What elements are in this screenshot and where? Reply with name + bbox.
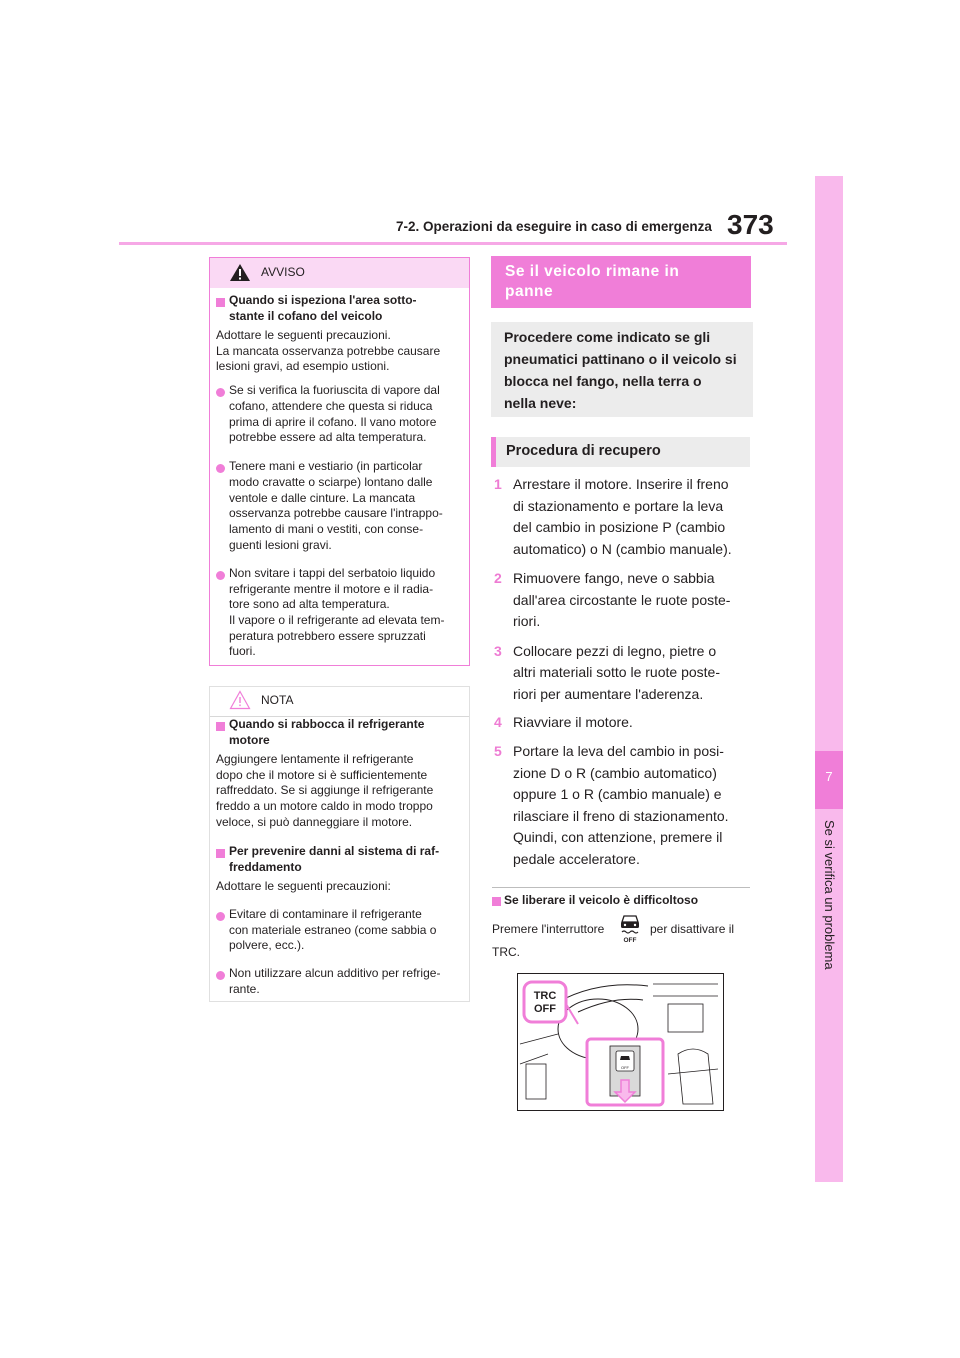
dashboard-drawing (518, 974, 723, 1110)
warning-bullet-line: Tenere mani e vestiario (in particolar (229, 459, 423, 473)
procedure-heading-text: Procedura di recupero (506, 443, 661, 459)
step-number: 3 (494, 643, 502, 659)
step-line: Collocare pezzi di legno, pietre o (513, 643, 717, 659)
warning-heading-line: Quando si ispeziona l'area sotto- (229, 293, 417, 307)
round-bullet-icon (216, 388, 225, 397)
warning-intro-line: Adottare le seguenti precauzioni. (216, 328, 391, 342)
warning-bullet-line: prima di aprire il cofano. Il vano motore (229, 415, 437, 429)
warning-title: AVVISO (261, 265, 305, 279)
note-bullet-line: Non utilizzare alcun additivo per refrige- (229, 966, 441, 980)
step-number: 1 (494, 476, 502, 492)
step-line: altri materiali sotto le ruote poste- (513, 664, 720, 680)
svg-text:OFF: OFF (621, 1065, 629, 1070)
step-line: riori. (513, 613, 541, 629)
warning-bullet-line: Il vapore o il refrigerante ad elevata tem- (229, 613, 445, 627)
note-bullet-line: rante. (229, 982, 260, 996)
note-bullet-line: Evitare di contaminare il refrigerante (229, 907, 422, 921)
warning-intro-line: La mancata osservanza potrebbe causare (216, 344, 441, 358)
note-paragraph-line: freddo a un motore caldo in modo troppo (216, 799, 433, 813)
section-heading-line: panne (505, 283, 554, 300)
chapter-number-tab (815, 751, 843, 809)
warning-bullet-line: peratura potrebbero essere spruzzati (229, 629, 426, 643)
warning-bullet-line: modo cravatte o sciarpe) lontano dalle (229, 475, 433, 489)
round-bullet-icon (216, 464, 225, 473)
step-line: zione D o R (cambio automatico) (513, 765, 717, 781)
tip-heading: Se liberare il veicolo è difficoltoso (504, 893, 699, 907)
intro-box (491, 322, 753, 417)
step-number: 2 (494, 570, 502, 586)
switch-off-label: OFF (623, 937, 637, 943)
step-line: dall'area circostante le ruote poste- (513, 592, 731, 608)
indicator-text-trc: TRC (533, 990, 557, 1002)
warning-bullet-line: osservanza potrebbe causare l'intrappo- (229, 506, 443, 520)
section-heading-line: Se il veicolo rimane in (505, 263, 680, 280)
step-line: Quindi, con attenzione, premere il (513, 829, 723, 845)
tip-text: Premere l'interruttore (492, 922, 605, 936)
warning-bullet-line: refrigerante mentre il motore e il radia- (229, 582, 434, 596)
step-line: oppure 1 o R (cambio manuale) e (513, 786, 722, 802)
warning-bullet-line: ventole e dalle cinture. La mancata (229, 491, 416, 505)
header-rule (119, 242, 787, 245)
chapter-side-tab (815, 176, 843, 1182)
square-bullet-icon (216, 298, 225, 307)
note-bullet-line: polvere, ecc.). (229, 938, 305, 952)
note-paragraph-line: Adottare le seguenti precauzioni: (216, 879, 391, 893)
chapter-number: 7 (825, 769, 833, 784)
intro-line: nella neve: (504, 395, 577, 411)
tip-text: per disattivare il (650, 922, 735, 936)
note-paragraph-line: dopo che il motore si è sufficientemente (216, 768, 428, 782)
dashboard-illustration (517, 973, 724, 1111)
warning-bullet-line: tore sono ad alta temperatura. (229, 597, 390, 611)
warning-bullet-line: potrebbe essere ad alta temperatura. (229, 430, 427, 444)
section-title: 7-2. Operazioni da eseguire in caso di emergenza (396, 219, 712, 234)
warning-bullet-line: Se si verifica la fuoriuscita di vapore dal (229, 383, 440, 397)
warning-bullet-line: fuori. (229, 644, 256, 658)
warning-header (210, 258, 469, 288)
note-bullet-line: con materiale estraneo (come sabbia o (229, 923, 437, 937)
step-number: 5 (494, 743, 502, 759)
section-heading (491, 256, 751, 308)
step-line: automatico) o N (cambio manuale). (513, 541, 732, 557)
note-heading-line: Per prevenire danni al sistema di raf- (229, 844, 440, 858)
note-header (210, 687, 469, 717)
square-bullet-icon (492, 897, 501, 906)
step-line: riori per aumentare l'aderenza. (513, 686, 704, 702)
warning-bullet-line: guenti lesioni gravi. (229, 538, 332, 552)
round-bullet-icon (216, 912, 225, 921)
step-line: di stazionamento e portare la leva (513, 498, 724, 514)
note-paragraph-line: raffreddato. Se si aggiunge il refrigerante (216, 783, 434, 797)
square-bullet-icon (216, 722, 225, 731)
warning-heading-line: stante il cofano del veicolo (229, 309, 383, 323)
divider (492, 887, 750, 888)
intro-line: blocca nel fango, nella terra o (504, 373, 702, 389)
note-title: NOTA (261, 693, 294, 707)
step-line: Portare la leva del cambio in posi- (513, 743, 724, 759)
note-heading-line: freddamento (229, 860, 302, 874)
warning-bullet-line: cofano, attendere che questa si riduca (229, 399, 433, 413)
step-line: Arrestare il motore. Inserire il freno (513, 476, 729, 492)
round-bullet-icon (216, 971, 225, 980)
step-line: Riavviare il motore. (513, 714, 633, 730)
note-heading-line: Quando si rabbocca il refrigerante (229, 717, 425, 731)
note-paragraph-line: Aggiungere lentamente il refrigerante (216, 752, 414, 766)
step-line: pedale acceleratore. (513, 851, 640, 867)
warning-bullet-line: lamento di mani o vestiti, con conse- (229, 522, 424, 536)
round-bullet-icon (216, 571, 225, 580)
warning-intro-line: lesioni gravi, ad esempio ustioni. (216, 359, 390, 373)
procedure-heading (491, 437, 750, 467)
caution-outline-icon (229, 690, 251, 710)
step-line: del cambio in posizione P (cambio (513, 519, 726, 535)
step-number: 4 (494, 714, 502, 730)
note-heading-line: motore (229, 733, 270, 747)
trc-off-switch-icon (618, 913, 642, 943)
tip-text: TRC. (492, 945, 520, 959)
warning-triangle-icon (229, 263, 251, 282)
chapter-label: Se si verifica un problema (822, 820, 837, 970)
step-line: rilasciare il freno di stazionamento. (513, 808, 729, 824)
page-number: 373 (727, 209, 774, 240)
step-line: Rimuovere fango, neve o sabbia (513, 570, 715, 586)
intro-line: Procedere come indicato se gli (504, 329, 711, 345)
intro-line: pneumatici pattinano o il veicolo si (504, 351, 737, 367)
note-paragraph-line: veloce, si può danneggiare il motore. (216, 815, 413, 829)
square-bullet-icon (216, 849, 225, 858)
warning-bullet-line: Non svitare i tappi del serbatoio liquido (229, 566, 436, 580)
indicator-text-off: OFF (534, 1003, 556, 1015)
